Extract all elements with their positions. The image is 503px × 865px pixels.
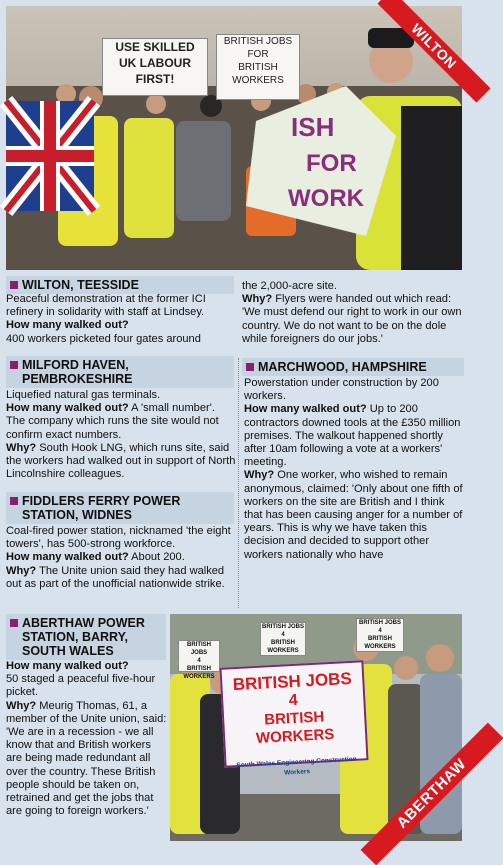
aberthaw-question-count: How many walked out?: [6, 660, 129, 672]
banner-line: 4: [288, 691, 299, 710]
fiddlers-text: [6, 525, 236, 591]
banner-line: BRITISH JOBS: [232, 668, 353, 695]
small-sign-middle: [260, 622, 306, 656]
small-sign-right: [356, 618, 404, 652]
aberthaw-ribbon-wrap: [342, 721, 470, 841]
banner-footer: South Wales Engineering Construction Workers: [236, 755, 357, 777]
marchwood-title: MARCHWOOD, HAMPSHIRE: [258, 360, 427, 374]
milford-header: [6, 356, 234, 388]
bullet-square: [10, 619, 18, 627]
marchwood-question-why: Why?: [244, 469, 275, 482]
small-sign-line: BRITISH JOBS: [358, 620, 401, 626]
wilton-ribbon-wrap: [366, 6, 462, 102]
union-jack-flag: [6, 101, 94, 211]
fiddlers-question-why: Why?: [6, 564, 37, 577]
fiddlers-answer-count: About 200.: [128, 551, 185, 564]
svg-text:ISH: ISH: [291, 112, 335, 142]
aberthaw-ribbon: ABERTHAW: [361, 723, 503, 865]
milford-question-why: Why?: [6, 441, 37, 454]
marchwood-question-count: How many walked out?: [244, 403, 367, 416]
fiddlers-title-line: FIDDLERS FERRY POWER: [22, 494, 181, 508]
fiddlers-title-line: STATION, WIDNES: [22, 508, 132, 522]
wilton-description-continued: the 2,000-acre site.: [242, 280, 337, 292]
milford-answer-why: South Hook LNG, which runs site, said the workers had walked out in support of North Lincolnshire colleagues.: [6, 441, 236, 481]
sign-line: UK LABOUR: [119, 56, 191, 70]
small-sign-line: 4: [281, 632, 285, 638]
aberthaw-title-line: ABERTHAW POWER: [22, 616, 145, 630]
column-divider: [238, 358, 239, 608]
fiddlers-header: [6, 492, 234, 524]
fiddlers-answer-why: The Unite union said they had walked out as part of the unofficial nationwide strike.: [6, 564, 225, 590]
milford-description: Liquefied natural gas terminals.: [6, 389, 161, 401]
sign-use-skilled: [102, 38, 208, 96]
aberthaw-title-line: STATION, BARRY,: [22, 630, 129, 644]
aberthaw-question-why: Why?: [6, 699, 37, 712]
marchwood-answer-why: One worker, who wished to remain anonymous, claimed: 'Only about one fifth of workers on the site are British and I think that has been causing anger for a number of years. This is why we have taken this decision and decided to support other workers nationally who have: [244, 469, 463, 561]
fiddlers-description: Coal-fired power station, nicknamed 'the eight towers', has 500-strong workforce.: [6, 525, 231, 551]
small-sign-line: 4: [378, 628, 382, 634]
milford-title-line: MILFORD HAVEN,: [22, 358, 129, 372]
sign-line: BRITISH: [238, 62, 278, 73]
svg-text:FOR: FOR: [306, 150, 357, 177]
small-sign-left: [178, 640, 220, 680]
fiddlers-question-count: How many walked out?: [6, 551, 129, 564]
milford-title-line: PEMBROKESHIRE: [22, 372, 133, 386]
marchwood-description: Powerstation under construction by 200 workers.: [244, 377, 439, 403]
wilton-ribbon: WILTON: [377, 0, 490, 103]
small-sign-line: BRITISH JOBS: [187, 642, 211, 656]
aberthaw-title-line: SOUTH WALES: [22, 644, 114, 658]
bullet-square: [10, 497, 18, 505]
wilton-header: [6, 276, 234, 294]
sign-line: WORKERS: [232, 75, 284, 86]
wilton-description: Peaceful demonstration at the former ICI refinery in solidarity with staff at Lindsey.: [6, 293, 206, 319]
wilton-answer-why: Flyers were handed out which read: 'We must defend our right to work in our own country. We do not want to be on the dole while foreigners do our jobs.': [242, 293, 462, 345]
bullet-square: [246, 363, 254, 371]
bullet-square: [10, 361, 18, 369]
top-photo: [6, 6, 462, 270]
milford-text: [6, 389, 236, 481]
sign-line: USE SKILLED: [115, 40, 195, 54]
milford-answer-count: A 'small number'. The company which runs the site would not confirm exact numbers.: [6, 402, 219, 441]
small-sign-line: BRITISH WORKERS: [364, 636, 396, 650]
wilton-text-right: [242, 280, 464, 346]
banner-line: BRITISH WORKERS: [255, 708, 335, 748]
aberthaw-text: [6, 660, 168, 818]
wilton-question-why: Why?: [242, 293, 273, 306]
marchwood-answer-count: Up to 200 contractors downed tools at the £350 million premises. The walkout happened shortly after 10am following a vote at a workers' meeting.: [244, 403, 461, 469]
sign-line: FOR: [247, 49, 269, 60]
svg-text:WORK: WORK: [288, 185, 364, 212]
aberthaw-header: [6, 614, 166, 660]
sign-line: BRITISH JOBS: [223, 36, 293, 47]
wilton-answer-count: 400 workers picketed four gates around: [6, 332, 201, 345]
sign-line: FIRST!: [135, 72, 175, 86]
small-sign-line: BRITISH WORKERS: [267, 640, 299, 654]
small-sign-line: BRITISH JOBS: [261, 624, 304, 630]
bullet-square: [10, 281, 18, 289]
wilton-text-left: [6, 293, 236, 346]
wilton-title: WILTON, TEESSIDE: [22, 278, 139, 292]
small-sign-line: 4: [197, 658, 201, 664]
milford-question-count: How many walked out?: [6, 402, 129, 415]
marchwood-header: [242, 358, 464, 376]
small-sign-line: BRITISH WORKERS: [183, 666, 215, 680]
aberthaw-answer-why: Meurig Thomas, 61, a member of the Unite union, said: 'We are in a recession - we all know that and British workers are being made redundant all over the country. These British people should be taken on, retrained and get the jobs that are going to foreign workers.': [6, 699, 167, 818]
sign-british-jobs: [216, 34, 300, 100]
aberthaw-answer-count: 50 staged a peaceful five-hour picket.: [6, 673, 156, 699]
bottom-photo: [170, 614, 470, 841]
wilton-question-count: How many walked out?: [6, 319, 129, 332]
marchwood-text: [244, 377, 464, 562]
